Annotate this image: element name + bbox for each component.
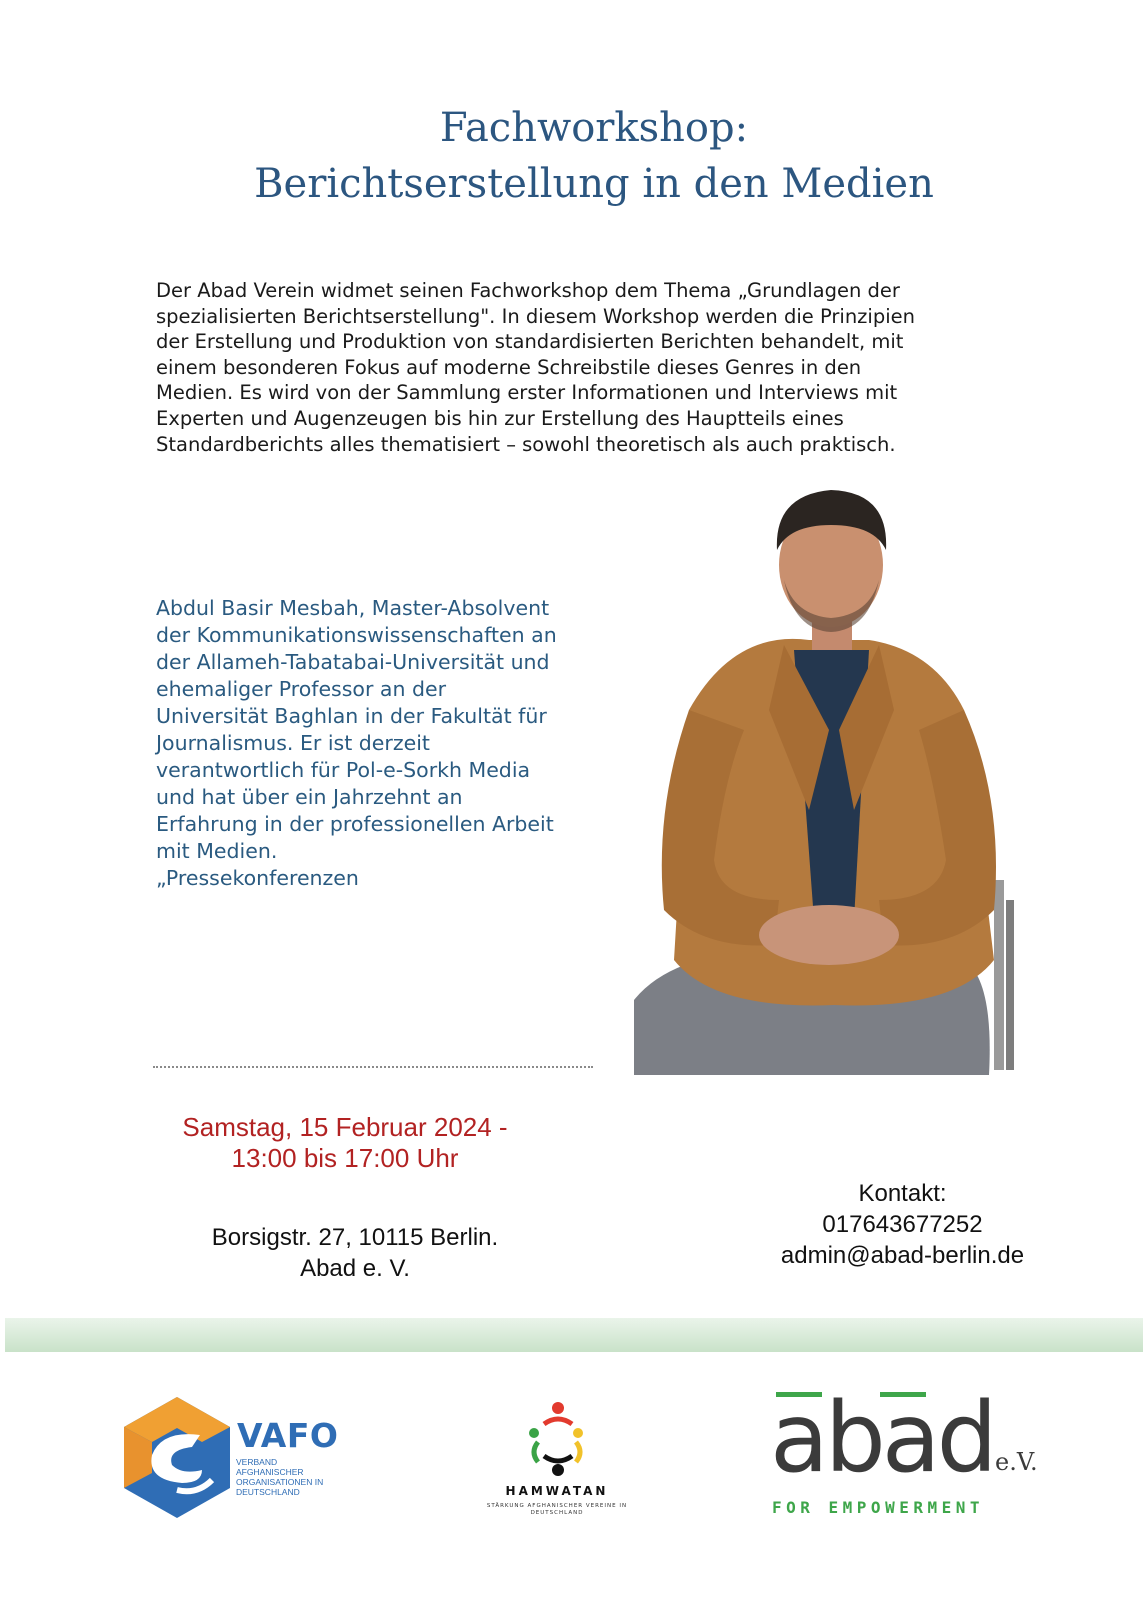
abad-tagline: FOR EMPOWERMENT: [772, 1498, 984, 1517]
speaker-photo: [634, 480, 1027, 1075]
vafo-name: VAFO: [237, 1416, 339, 1455]
hamwatan-subtitle: STÄRKUNG AFGHANISCHER VEREINE IN DEUTSCHLAND: [486, 1503, 628, 1516]
event-date: [140, 1112, 550, 1174]
abad-suffix: e.V.: [995, 1448, 1038, 1476]
dotted-divider: [153, 1066, 593, 1068]
chair-frame: [994, 880, 1004, 1070]
address-org: Abad e. V.: [300, 1255, 410, 1282]
footer-band: [5, 1318, 1143, 1352]
vafo-emblem-icon: [122, 1395, 232, 1520]
hamwatan-name: HAMWATAN: [505, 1484, 609, 1498]
abad-wordmark: abad: [770, 1382, 994, 1494]
abad-logo: [770, 1382, 1070, 1528]
speaker-bio: Abdul Basir Mesbah, Master-Absolvent der Kommunikationswissenschaften an der Allameh-Tabatabai-Universität und ehemaliger Professor an der Universität Baghlan in der Fakultät für Journalismus. Er ist derzeit verantwortlich für Pol-e-Sorkh Media und hat über ein Jahrzehnt an Erfahrung in der professionellen Arbeit mit Medien. „Pressekonferenzen: [156, 596, 557, 890]
contact-block: [745, 1178, 1060, 1271]
event-time-line: 13:00 bis 17:00 Uhr: [231, 1143, 459, 1173]
vafo-subtitle: VERBAND AFGHANISCHER ORGANISATIONEN IN DEUTSCHLAND: [236, 1457, 324, 1497]
page-title: [0, 100, 1143, 212]
title-line-2: Berichtserstellung in den Medien: [254, 161, 934, 207]
hamwatan-figures-icon: [472, 1400, 642, 1480]
contact-email: admin@abad-berlin.de: [780, 1242, 1025, 1269]
address-street: Borsigstr. 27, 10115 Berlin.: [211, 1224, 499, 1251]
contact-phone: 017643677252: [822, 1211, 983, 1238]
hamwatan-logo: [472, 1400, 642, 1525]
title-line-1: Fachworkshop:: [439, 105, 749, 151]
contact-label: Kontakt:: [858, 1180, 947, 1207]
event-address: [160, 1222, 550, 1284]
vafo-logo: [122, 1395, 342, 1520]
intro-paragraph: Der Abad Verein widmet seinen Fachworkshop dem Thema „Grundlagen der spezialisierten Berichtserstellung". In diesem Workshop werden die Prinzipien der Erstellung und Produktion von standardisierten Berichten behandelt, mit einem besonderen Fokus auf moderne Schreibstile dieses Genres in den Medien. Es wird von der Sammlung erster Informationen und Interviews mit Experten und Augenzeugen bis hin zur Erstellung des Hauptteils eines Standardberichts alles thematisiert – sowohl theoretisch als auch praktisch.: [156, 279, 915, 456]
event-date-line-1: Samstag, 15 Februar 2024 -: [182, 1112, 508, 1142]
